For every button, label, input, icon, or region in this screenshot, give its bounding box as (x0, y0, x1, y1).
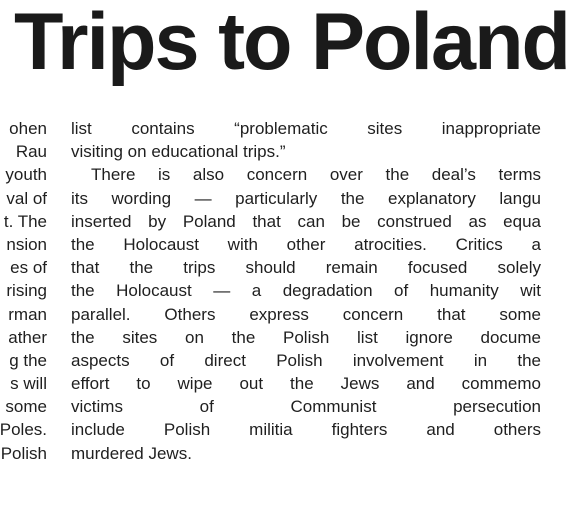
right-column-line: the Holocaust — a degradation of humanity wit (71, 281, 541, 301)
left-column-line: s will (10, 374, 47, 394)
left-column-line: ohen (9, 119, 47, 138)
right-column-line: the sites on the Polish list ignore docume (71, 327, 541, 347)
left-column-line: nsion (6, 234, 47, 254)
right-column-line: victims of Communist persecution (71, 397, 541, 417)
left-column-line: rising (6, 281, 47, 301)
right-text-column (71, 117, 541, 465)
right-column-line: that the trips should remain focused solely (71, 258, 541, 278)
left-column-line: ather (8, 327, 47, 347)
left-column-line: Rau (15, 142, 47, 162)
right-column-line: include Polish militia fighters and others (71, 420, 541, 440)
right-column-line: There is also concern over the deal’s terms (91, 165, 541, 185)
right-column-line: parallel. Others express concern that some (71, 304, 541, 324)
left-column-line: Poles. (0, 420, 47, 440)
left-column-line: val of (6, 188, 47, 208)
right-column-line: the Holocaust with other atrocities. Critics a (71, 234, 541, 254)
left-column-line: youth (5, 165, 47, 185)
left-column-line: Polish (0, 443, 47, 463)
right-column-line: list contains “problematic sites inappropriate (71, 119, 541, 138)
right-column-line: effort to wipe out the Jews and commemo (71, 374, 541, 394)
left-column-line: rman (8, 304, 47, 324)
right-column-line: murdered Jews. (71, 443, 192, 463)
right-column-line: aspects of direct Polish involvement in the (71, 350, 541, 370)
left-text-column (0, 117, 47, 465)
right-column-line: inserted by Poland that can be construed as equa (71, 211, 541, 231)
left-column-line: some (5, 397, 47, 417)
right-column-line: its wording — particularly the explanatory langu (71, 188, 541, 208)
left-column-line: t. The (3, 211, 47, 231)
left-column-line: g the (9, 350, 47, 370)
article-headline: Trips to Poland (14, 0, 569, 87)
left-column-line: es of (10, 258, 47, 278)
right-column-line: visiting on educational trips.” (71, 142, 286, 162)
